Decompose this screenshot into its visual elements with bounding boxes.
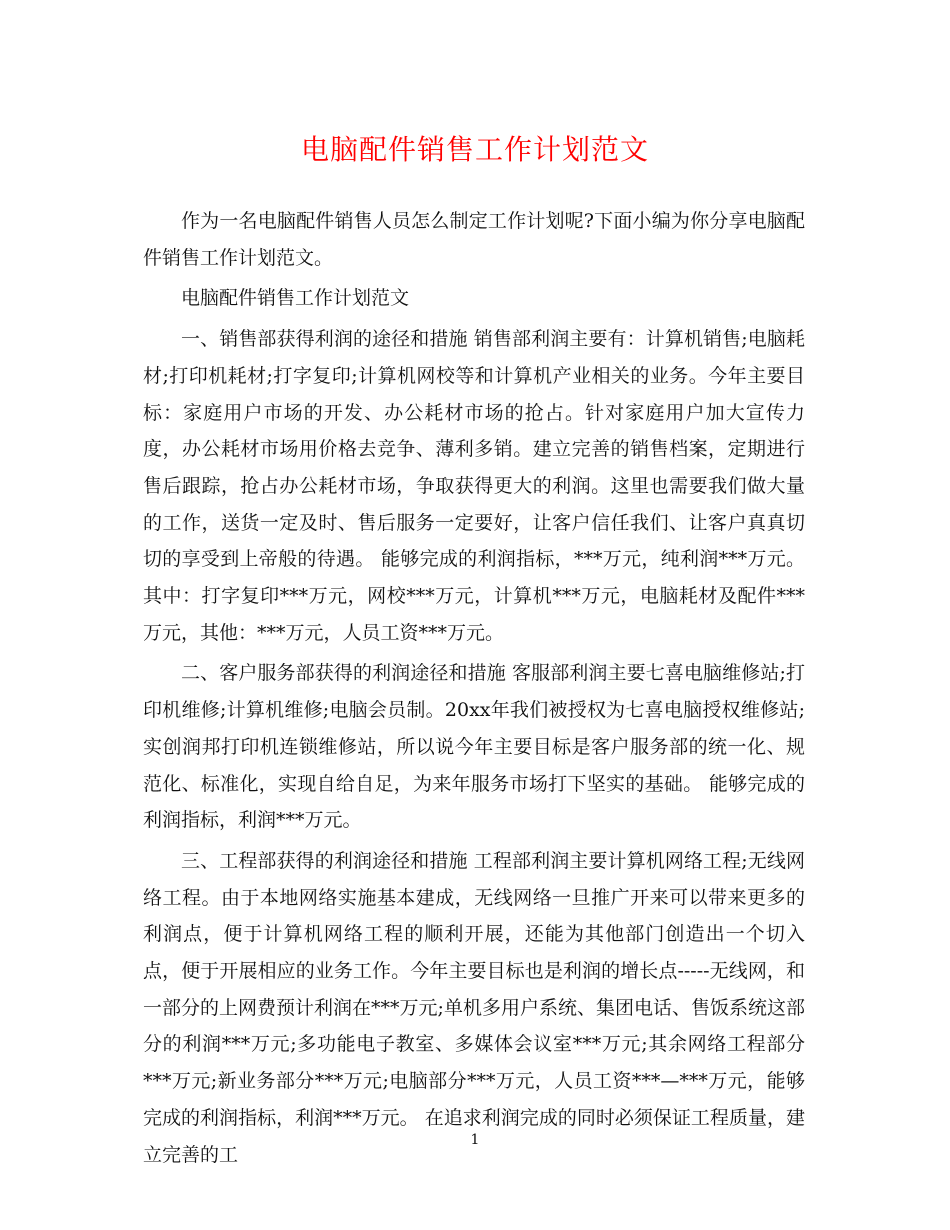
- paragraph-subtitle: 电脑配件销售工作计划范文: [181, 287, 410, 310]
- paragraph-customer-service: 二、客户服务部获得的利润途径和措施 客服部利润主要七喜电脑维修站;打印机维修;计算机维修;电脑会员制。20xx年我们被授权为七喜电脑授权维修站;实创润邦打印机连锁维修站，所以说今年主要目标是客户服务部的统一化、规范化、标准化，实现自给自足，为来年服务市场打下坚实的基础。 能够完成的利润指标，利润***万元。: [143, 662, 805, 832]
- paragraph-sales-dept: 一、销售部获得利润的途径和措施 销售部利润主要有：计算机销售;电脑耗材;打印机耗材;打字复印;计算机网校等和计算机产业相关的业务。今年主要目标：家庭用户市场的开发、办公耗材市场的抢占。针对家庭用户加大宣传力度，办公耗材市场用价格去竞争、薄利多销。建立完善的销售档案，定期进行售后跟踪，抢占办公耗材市场，争取获得更大的利润。这里也需要我们做大量的工作，送货一定及时、售后服务一定要好，让客户信任我们、让客户真真切切的享受到上帝般的待遇。 能够完成的利润指标，***万元，纯利润***万元。其中：打字复印***万元，网校***万元，计算机***万元，电脑耗材及配件***万元，其他：***万元，人员工资***万元。: [143, 328, 805, 644]
- paragraph-intro: 作为一名电脑配件销售人员怎么制定工作计划呢?下面小编为你分享电脑配件销售工作计划范文。: [143, 210, 805, 269]
- document-title: 电脑配件销售工作计划范文: [300, 133, 649, 166]
- document-body: [143, 203, 805, 1177]
- page-number: 1: [470, 1132, 480, 1148]
- paragraph-engineering: 三、工程部获得的利润途径和措施 工程部利润主要计算机网络工程;无线网络工程。由于本地网络实施基本建成，无线网络一旦推广开来可以带来更多的利润点，便于计算机网络工程的顺利开展，还能为其他部门创造出一个切入点，便于开展相应的业务工作。今年主要目标也是利润的增长点-----无线网，和一部分的上网费预计利润在***万元;单机多用户系统、集团电话、售饭系统这部分的利润***万元;多功能电子教室、多媒体会议室***万元;其余网络工程部分***万元;新业务部分***万元;电脑部分***万元，人员工资***—***万元，能够完成的利润指标，利润***万元。 在追求利润完成的同时必须保证工程质量，建立完善的工: [143, 849, 805, 1166]
